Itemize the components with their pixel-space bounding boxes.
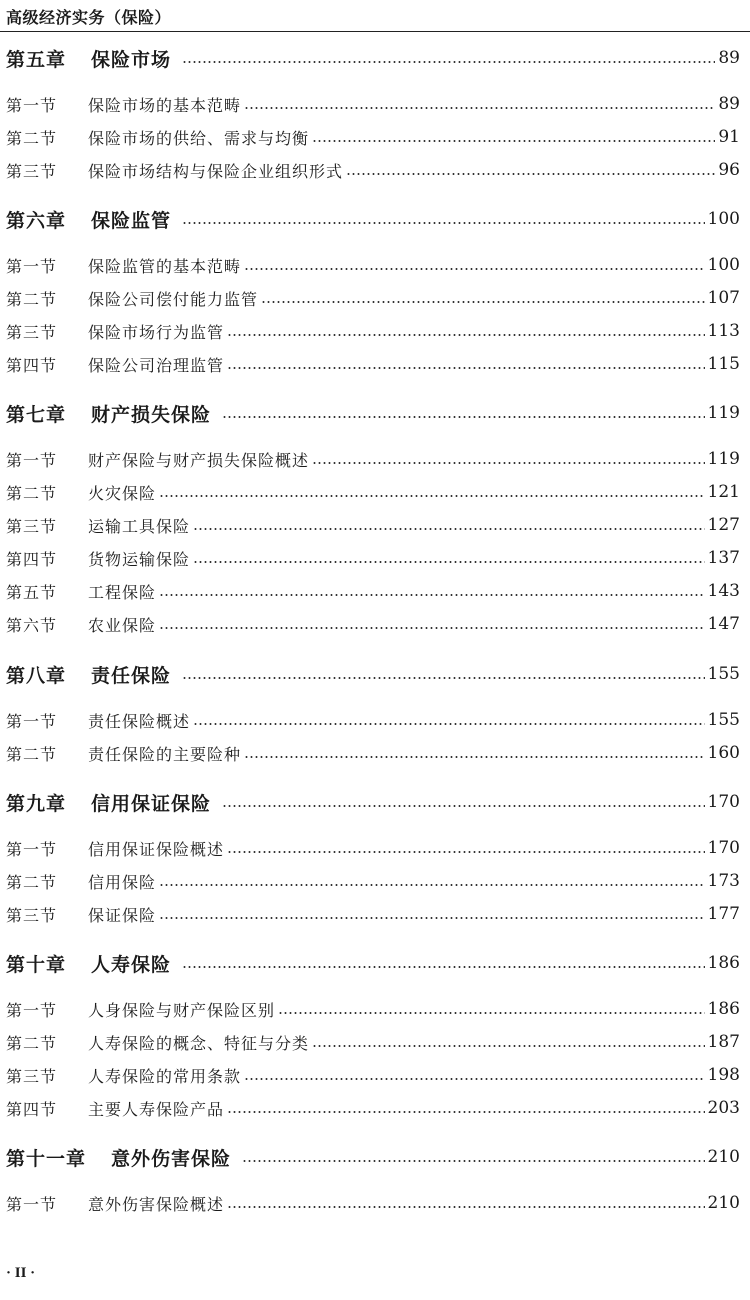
section-title: 责任保险概述 (88, 711, 191, 731)
chapter-title: 人寿保险 (91, 953, 172, 976)
toc-chapter-entry[interactable] (0, 205, 750, 233)
dot-leader (244, 268, 705, 270)
dot-leader (222, 805, 705, 807)
chapter-title: 保险监管 (91, 209, 172, 232)
toc-section-entry[interactable] (0, 995, 750, 1023)
header-rule (0, 31, 750, 32)
page-number: 187 (707, 1032, 740, 1052)
section-title: 农业保险 (88, 615, 157, 635)
chapter-title: 责任保险 (91, 664, 172, 687)
section-title: 信用保证保险概述 (88, 839, 225, 859)
toc-section-entry[interactable] (0, 90, 750, 118)
section-title: 人寿保险的概念、特征与分类 (88, 1033, 310, 1053)
page-number: 100 (707, 255, 740, 275)
section-number: 第二节 (6, 128, 58, 148)
page-number: 173 (707, 871, 740, 891)
dot-leader (159, 627, 705, 629)
toc-chapter-entry[interactable] (0, 44, 750, 72)
toc-section-entry[interactable] (0, 610, 750, 638)
section-number: 第一节 (6, 95, 58, 115)
toc-section-entry[interactable] (0, 350, 750, 378)
page-number: 119 (707, 403, 740, 423)
section-title: 保险市场的供给、需求与均衡 (88, 128, 310, 148)
chapter-title: 信用保证保险 (91, 792, 212, 815)
page-number: 137 (707, 548, 740, 568)
toc-section-entry[interactable] (0, 1094, 750, 1122)
toc-section-entry[interactable] (0, 284, 750, 312)
section-title: 保险公司偿付能力监管 (88, 289, 259, 309)
toc-chapter-entry[interactable] (0, 949, 750, 977)
page-number: 89 (718, 94, 740, 114)
dot-leader (227, 334, 705, 336)
section-number: 第一节 (6, 450, 58, 470)
section-number: 第一节 (6, 839, 58, 859)
toc-section-entry[interactable] (0, 1061, 750, 1089)
toc-section-entry[interactable] (0, 577, 750, 605)
page-number: 107 (707, 288, 740, 308)
dot-leader (159, 594, 705, 596)
page-number: 198 (707, 1065, 740, 1085)
page-number: 121 (707, 482, 740, 502)
toc-chapter-entry[interactable] (0, 788, 750, 816)
section-number: 第三节 (6, 1066, 58, 1086)
section-title: 保险市场结构与保险企业组织形式 (88, 161, 344, 181)
dot-leader (193, 723, 705, 725)
section-title: 责任保险的主要险种 (88, 744, 242, 764)
toc-section-entry[interactable] (0, 1028, 750, 1056)
toc-section-entry[interactable] (0, 251, 750, 279)
section-title: 火灾保险 (88, 483, 157, 503)
page-number: 96 (718, 160, 740, 180)
page-number: 210 (707, 1193, 740, 1213)
section-number: 第六节 (6, 615, 58, 635)
chapter-number: 第九章 (6, 792, 67, 815)
section-title: 主要人寿保险产品 (88, 1099, 225, 1119)
page-number: 177 (707, 904, 740, 924)
page-number: 143 (707, 581, 740, 601)
toc-section-entry[interactable] (0, 123, 750, 151)
chapter-title: 意外伤害保险 (111, 1147, 232, 1170)
section-number: 第二节 (6, 872, 58, 892)
chapter-number: 第五章 (6, 48, 67, 71)
page-number: 210 (707, 1147, 740, 1167)
dot-leader (182, 677, 705, 679)
section-title: 运输工具保险 (88, 516, 191, 536)
section-title: 人身保险与财产保险区别 (88, 1000, 276, 1020)
section-number: 第二节 (6, 1033, 58, 1053)
toc-section-entry[interactable] (0, 511, 750, 539)
section-number: 第二节 (6, 483, 58, 503)
page-number: 127 (707, 515, 740, 535)
section-number: 第一节 (6, 256, 58, 276)
toc-section-entry[interactable] (0, 1189, 750, 1217)
dot-leader (261, 301, 705, 303)
dot-leader (227, 1206, 705, 1208)
dot-leader (193, 561, 705, 563)
dot-leader (244, 1078, 705, 1080)
chapter-number: 第十章 (6, 953, 67, 976)
dot-leader (312, 1045, 705, 1047)
section-number: 第二节 (6, 744, 58, 764)
dot-leader (278, 1012, 705, 1014)
dot-leader (312, 140, 715, 142)
toc-chapter-entry[interactable] (0, 399, 750, 427)
section-title: 保险市场行为监管 (88, 322, 225, 342)
toc-section-entry[interactable] (0, 834, 750, 862)
dot-leader (227, 367, 705, 369)
section-number: 第四节 (6, 549, 58, 569)
page-number: 89 (718, 48, 740, 68)
toc-section-entry[interactable] (0, 445, 750, 473)
chapter-number: 第七章 (6, 403, 67, 426)
page-number: 155 (707, 710, 740, 730)
section-number: 第五节 (6, 582, 58, 602)
page-number: 170 (707, 792, 740, 812)
section-title: 信用保险 (88, 872, 157, 892)
section-number: 第三节 (6, 322, 58, 342)
section-number: 第三节 (6, 905, 58, 925)
dot-leader (244, 107, 715, 109)
dot-leader (227, 851, 705, 853)
page-number: 170 (707, 838, 740, 858)
section-title: 意外伤害保险概述 (88, 1194, 225, 1214)
chapter-title: 财产损失保险 (91, 403, 212, 426)
dot-leader (244, 756, 705, 758)
section-number: 第一节 (6, 1000, 58, 1020)
chapter-title: 保险市场 (91, 48, 172, 71)
page-number: 186 (707, 953, 740, 973)
section-title: 保险公司治理监管 (88, 355, 225, 375)
section-title: 工程保险 (88, 582, 157, 602)
toc-chapter-entry[interactable] (0, 1143, 750, 1171)
section-title: 货物运输保险 (88, 549, 191, 569)
chapter-number: 第八章 (6, 664, 67, 687)
section-title: 保险监管的基本范畴 (88, 256, 242, 276)
page-number: 100 (707, 209, 740, 229)
running-head: 高级经济实务（保险） (6, 8, 172, 27)
section-number: 第三节 (6, 516, 58, 536)
dot-leader (182, 966, 705, 968)
chapter-number: 第十一章 (6, 1147, 87, 1170)
page-folio: · II · (6, 1265, 36, 1281)
toc-section-entry[interactable] (0, 317, 750, 345)
section-number: 第一节 (6, 1194, 58, 1214)
section-number: 第三节 (6, 161, 58, 181)
section-title: 保证保险 (88, 905, 157, 925)
dot-leader (159, 917, 705, 919)
dot-leader (193, 528, 705, 530)
dot-leader (222, 416, 705, 418)
dot-leader (159, 884, 705, 886)
dot-leader (159, 495, 705, 497)
dot-leader (182, 61, 715, 63)
toc-section-entry[interactable] (0, 739, 750, 767)
dot-leader (227, 1111, 705, 1113)
toc-section-entry[interactable] (0, 544, 750, 572)
page-number: 91 (718, 127, 740, 147)
section-number: 第四节 (6, 355, 58, 375)
section-number: 第一节 (6, 711, 58, 731)
section-title: 人寿保险的常用条款 (88, 1066, 242, 1086)
page-number: 160 (707, 743, 740, 763)
page-number: 119 (707, 449, 740, 469)
section-title: 财产保险与财产损失保险概述 (88, 450, 310, 470)
toc-section-entry[interactable] (0, 156, 750, 184)
toc-section-entry[interactable] (0, 900, 750, 928)
page-number: 203 (707, 1098, 740, 1118)
section-number: 第四节 (6, 1099, 58, 1119)
chapter-number: 第六章 (6, 209, 67, 232)
toc-chapter-entry[interactable] (0, 660, 750, 688)
page-number: 115 (707, 354, 740, 374)
section-number: 第二节 (6, 289, 58, 309)
section-title: 保险市场的基本范畴 (88, 95, 242, 115)
toc-section-entry[interactable] (0, 867, 750, 895)
dot-leader (182, 222, 705, 224)
page-number: 155 (707, 664, 740, 684)
toc-section-entry[interactable] (0, 478, 750, 506)
dot-leader (242, 1160, 705, 1162)
page-number: 147 (707, 614, 740, 634)
dot-leader (346, 173, 715, 175)
page-number: 113 (707, 321, 740, 341)
dot-leader (312, 462, 705, 464)
toc-section-entry[interactable] (0, 706, 750, 734)
page-number: 186 (707, 999, 740, 1019)
